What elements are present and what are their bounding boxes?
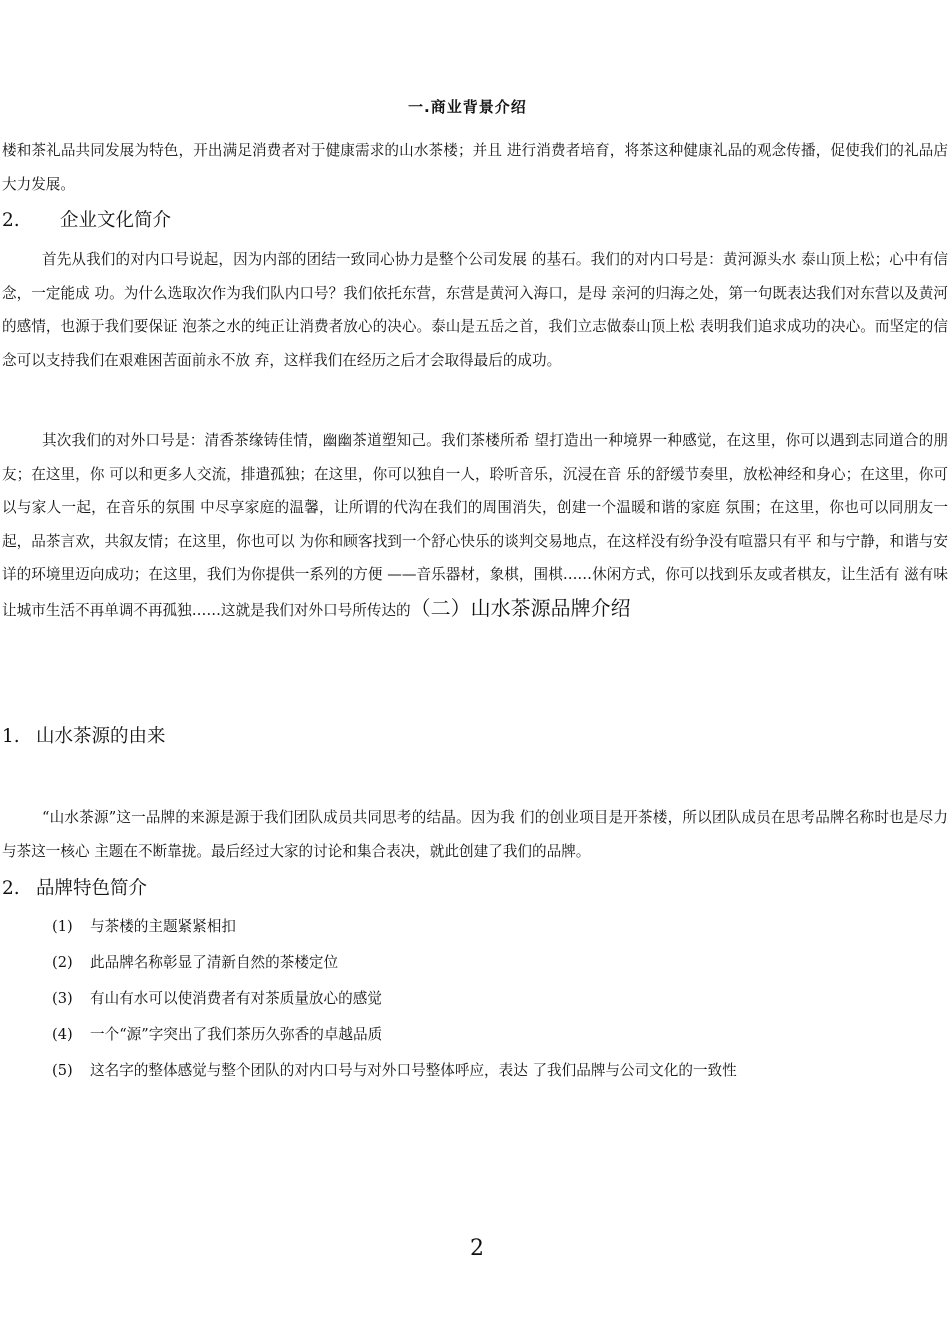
origin-heading-number: 1. [2, 726, 20, 747]
feature-marker: (3) [52, 990, 73, 1007]
origin-heading [2, 724, 166, 750]
feature-text: 这名字的整体感觉与整个团队的对内口号与对外口号整体呼应，表达 了我们品牌与公司文化的一致性 [90, 1062, 737, 1079]
features-heading [2, 876, 147, 902]
feature-text: 与茶楼的主题紧紧相扣 [90, 918, 236, 935]
feature-item [52, 1024, 382, 1046]
origin-heading-text: 山水茶源的由来 [36, 726, 166, 747]
features-heading-text: 品牌特色简介 [36, 878, 148, 899]
features-heading-number: 2. [2, 878, 20, 899]
section-title: 一.商业背景介绍 [408, 98, 527, 116]
intro-paragraph: 楼和茶礼品共同发展为特色，开出满足消费者对于健康需求的山水茶楼；并且 进行消费者培育，将茶这种健康礼品的观念传播，促使我们的礼品店大力发展。 [2, 142, 948, 193]
culture-paragraph-2-text: 其次我们的对外口号是：清香茶缘铸佳情，幽幽茶道塑知己。我们茶楼所希 望打造出一种境界一种感觉，在这里，你可以遇到志同道合的朋友；在这里，你 可以和更多人交流，排遣孤独；在这里，你可以独自一人，聆听音乐，沉浸在音 乐的舒缓节奏里，放松神经和身心；在这里，你可以与家人一起，在音乐的氛围 中尽享家庭的温馨，让所谓的代沟在我们的周围消失，创建一个温暖和谐的家庭 氛围；在这里，你也可以同朋友一起，品茶言欢，共叙友情；在这里，你也可以 为你和顾客找到一个舒心快乐的谈判交易地点，在这样没有纷争没有喧嚣只有平 和与宁静，和谐与安详的环境里迈向成功；在这里，我们为你提供一系列的方便 ——音乐器材，象棋，围棋……休闲方式，你可以找到乐友或者棋友，让生活有 滋有味让城市生活不再单调不再孤独……这就是我们对外口号所传达的 [2, 432, 948, 619]
brand-heading: （二）山水茶源品牌介绍 [410, 595, 631, 620]
feature-marker: (2) [52, 954, 73, 971]
culture-heading-number: 2. [2, 210, 20, 231]
culture-heading-text: 企业文化简介 [60, 210, 172, 231]
feature-text: 一个“源”字突出了我们茶历久弥香的卓越品质 [90, 1026, 383, 1043]
page-number: 2 [470, 1236, 484, 1261]
origin-paragraph: “山水茶源”这一品牌的来源是源于我们团队成员共同思考的结晶。因为我 们的创业项目是开茶楼，所以团队成员在思考品牌名称时也是尽力与茶这一核心 主题在不断靠拢。最后经过大家的讨论和集合表决，就此创建了我们的品牌。 [2, 809, 948, 860]
culture-paragraph-2 [2, 424, 948, 627]
culture-paragraph-1: 首先从我们的对内口号说起，因为内部的团结一致同心协力是整个公司发展 的基石。我们的对内口号是：黄河源头水 泰山顶上松；心中有信念，一定能成 功。为什么选取次作为我们队内口号？我们依托东营，东营是黄河入海口，是母 亲河的归海之处，第一句既表达我们对东营以及黄河的感情，也源于我们要保证 泡茶之水的纯正让消费者放心的决心。泰山是五岳之首，我们立志做泰山顶上松 表明我们追求成功的决心。而坚定的信念可以支持我们在艰难困苦面前永不放 弃，这样我们在经历之后才会取得最后的成功。 [2, 251, 948, 369]
feature-item [52, 952, 338, 974]
feature-text: 有山有水可以使消费者有对茶质量放心的感觉 [90, 990, 382, 1007]
feature-item [52, 1060, 737, 1082]
feature-text: 此品牌名称彰显了清新自然的茶楼定位 [90, 954, 339, 971]
culture-heading [2, 208, 171, 234]
feature-marker: (4) [52, 1026, 73, 1043]
feature-item [52, 916, 236, 938]
feature-marker: (1) [52, 918, 73, 935]
feature-marker: (5) [52, 1062, 73, 1079]
feature-item [52, 988, 382, 1010]
